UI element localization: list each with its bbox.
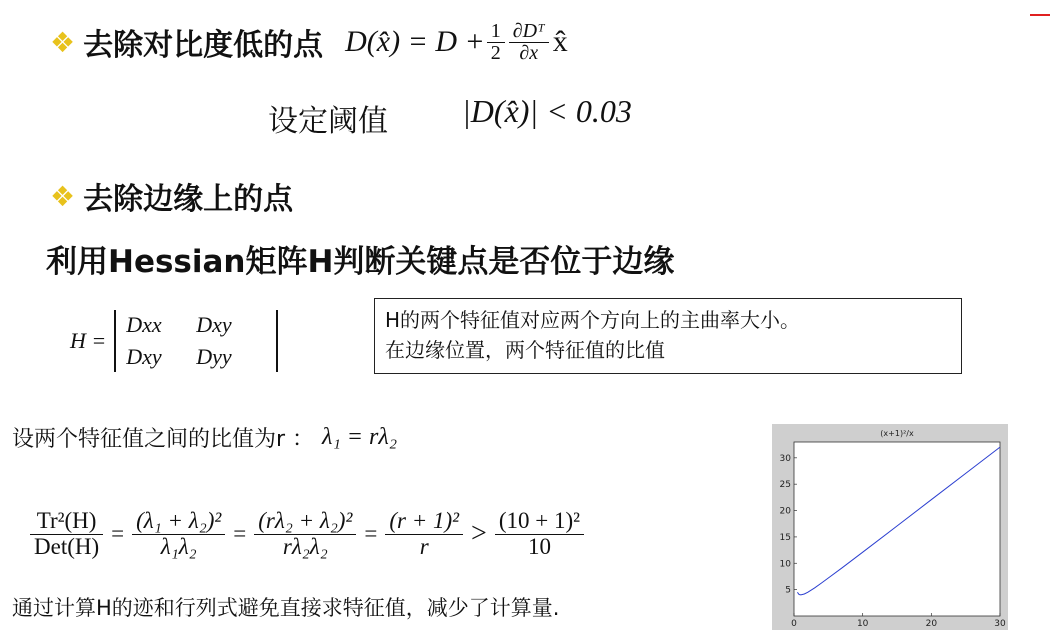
frac-r-plus-1 [385,509,463,558]
frac-num: (10 + 1)² [495,509,584,534]
equals-sign: = [111,521,125,546]
ratio-line [12,422,397,453]
frac-den: 2 [490,41,501,64]
bullet-diamond-icon: ❖ [50,25,76,59]
threshold-formula: |D(x̂)| < 0.03 [462,93,632,129]
matrix-cell: Dxy [126,344,162,369]
matrix-lhs: H = [70,328,107,353]
plot-y-tick-label: 20 [779,506,791,517]
note-box [374,298,962,374]
plot-x-tick-label: 0 [791,619,797,629]
frac-den: 10 [527,533,551,559]
formula-tail: x̂ [552,25,568,58]
section1-row [50,18,568,66]
greater-than-sign: > [471,518,487,549]
frac2-den: ∂x [519,41,539,64]
section2-row [50,172,293,220]
ratio-plot [772,424,1008,630]
frac-den: r [419,533,429,559]
trace-det-formula [30,498,584,570]
frac-num: (r + 1)² [385,509,463,534]
frac-ten [495,509,584,558]
equals-sign: = [233,521,247,546]
plot-y-tick-label: 10 [779,559,791,570]
frac2-num: ∂Dᵀ [509,21,549,43]
threshold-label: 设定阈值 [268,104,388,139]
frac-num: Tr²(H) [30,509,103,534]
frac-tr-det [30,509,103,558]
frac-num: (λ₁ + λ₂)² [132,509,225,534]
matrix-brackets [114,310,278,372]
formula-frac-half [487,21,505,64]
frac-den: Det(H) [34,533,100,559]
equals-sign: = [364,521,378,546]
frac-lambda-sum [132,509,225,558]
red-marker [1030,14,1050,16]
plot-y-tick-label: 25 [779,480,791,491]
frac-num: (rλ₂ + λ₂)² [254,509,356,534]
formula-frac-partial [509,21,549,64]
section2-subheading: 利用Hessian矩阵H判断关键点是否位于边缘 [46,244,675,280]
conclusion-text: 通过计算H的迹和行列式避免直接求特征值，减少了计算量. [12,596,560,620]
matrix-grid [126,312,266,370]
frac-num: 1 [487,21,505,43]
plot-title: (x+1)²/x [880,429,914,438]
formula-lhs: D(x̂) = D + [345,25,485,58]
plot-x-tick-label: 30 [994,619,1006,629]
ratio-formula: λ₁ = rλ₂ [322,424,398,450]
plot-y-tick-label: 15 [779,532,791,543]
frac-den: λ₁λ₂ [160,533,197,559]
note-line-1: H的两个特征值对应两个方向上的主曲率大小。 [385,308,801,332]
frac-den: rλ₂λ₂ [282,533,328,559]
plot-x-tick-label: 20 [925,619,938,629]
section2-heading: 去除边缘上的点 [83,182,294,217]
plot-axes-box [794,442,1000,616]
bullet-diamond-icon: ❖ [50,179,76,213]
matrix-cell: Dxy [196,312,232,337]
matrix-cell: Dyy [196,344,232,369]
plot-y-tick-label: 5 [785,585,791,596]
matrix-cell: Dxx [126,312,162,337]
ratio-text: 设两个特征值之间的比值为r ： [12,427,315,452]
section1-heading: 去除对比度低的点 [83,28,324,63]
contrast-formula [345,21,568,64]
plot-y-tick-label: 30 [779,453,791,464]
plot-x-tick-label: 10 [856,619,869,629]
note-line-2: 在边缘位置，两个特征值的比值 [385,338,665,362]
hessian-matrix [70,308,278,374]
frac-r-lambda [254,509,356,558]
